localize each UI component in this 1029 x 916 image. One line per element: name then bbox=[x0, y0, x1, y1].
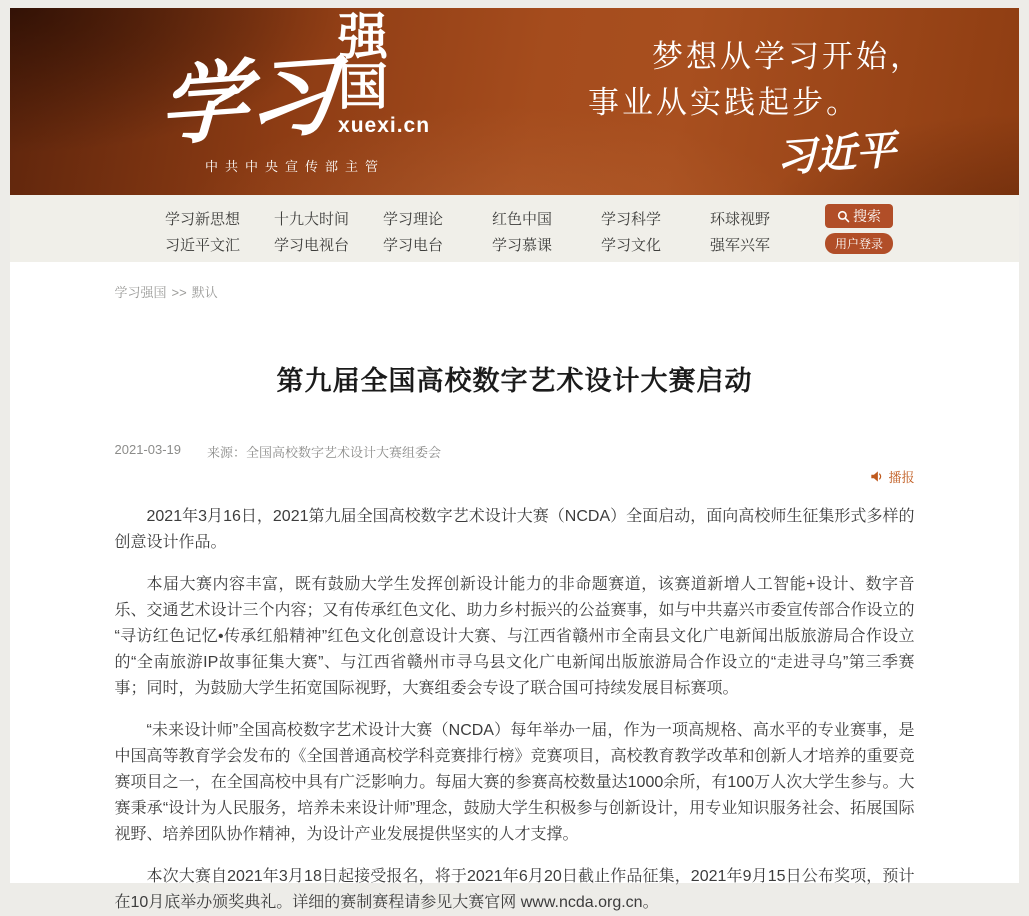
nav-item-xuexi-dianshitai[interactable]: 学习电视台 bbox=[274, 236, 350, 254]
logo-block-text: 强国 bbox=[338, 9, 391, 115]
nav-item-huanqiu-shiye[interactable]: 环球视野 bbox=[710, 210, 771, 228]
breadcrumb bbox=[115, 262, 915, 301]
header-banner bbox=[10, 8, 1019, 195]
breadcrumb-home-link[interactable]: 学习强国 bbox=[114, 285, 167, 300]
nav-item-hongse-zhongguo[interactable]: 红色中国 bbox=[492, 210, 553, 228]
nav-buttons bbox=[825, 204, 893, 254]
site-logo[interactable] bbox=[157, 9, 431, 175]
search-button-label: 搜索 bbox=[853, 208, 881, 224]
search-button[interactable] bbox=[825, 204, 893, 228]
paragraph: 本次大赛自2021年3月18日起接受报名，将于2021年6月20日截止作品征集，2021年9月15日公布奖项，预计在10月底举办颁奖典礼。详细的赛制赛程请参见大赛官网 www.ncda.org.cn。 bbox=[114, 868, 915, 911]
nav-bar bbox=[10, 195, 1019, 262]
paragraph: 本届大赛内容丰富，既有鼓励大学生发挥创新设计能力的非命题赛道，该赛道新增人工智能+设计、数字音乐、交通艺术设计三个内容；又有传承红色文化、助力乡村振兴的公益赛事，如与中共嘉兴市委宣传部合作设立的“寻访红色记忆•传承红船精神”红色文化创意设计大赛、与江西省赣州市全南县文化广电新闻出版旅游局合作设立的“全南旅游IP故事征集大赛”、与江西省赣州市寻乌县文化广电新闻出版旅游局合作设立的“走进寻乌”第三季赛事；同时，为鼓励大学生拓宽国际视野，大赛组委会专设了联合国可持续发展目标赛项。 bbox=[114, 576, 915, 697]
page bbox=[10, 8, 1019, 911]
login-button-label: 用户登录 bbox=[834, 237, 883, 251]
article-body bbox=[115, 504, 915, 916]
paragraph: “未来设计师”全国高校数字艺术设计大赛（NCDA）每年举办一届，作为一项高规格、高水平的专业赛事，是中国高等教育学会发布的《全国普通高校学科竞赛排行榜》竞赛项目，高校教育教学改革和创新人才培养的重要竞赛项目之一，在全国高校中具有广泛影响力。每届大赛的参赛高校数量达1000余所，有100万人次大学生参与。大赛秉承“设计为人民服务，培养未来设计师”理念，鼓励大学生积极参与创新设计，用专业知识服务社会、拓展国际视野、培养团队协作精神，为设计产业发展提供坚实的人才支撑。 bbox=[114, 722, 915, 843]
broadcast-label: 播报 bbox=[888, 470, 915, 485]
broadcast-row bbox=[115, 467, 915, 488]
breadcrumb-separator: >> bbox=[171, 285, 187, 300]
nav-item-xuexi-wenhua[interactable]: 学习文化 bbox=[601, 236, 662, 254]
nav-item-xijinping-wenhui[interactable]: 习近平文汇 bbox=[165, 236, 241, 254]
nav-item-xuexi-kexue[interactable]: 学习科学 bbox=[601, 210, 662, 228]
article-title: 第九届全国高校数字艺术设计大赛启动 bbox=[276, 366, 753, 396]
breadcrumb-current-link[interactable]: 默认 bbox=[191, 285, 218, 300]
nav-item-xuexi-diantai[interactable]: 学习电台 bbox=[383, 236, 444, 254]
article-date: 2021-03-19 bbox=[114, 442, 181, 457]
nav-item-shijiuda-shijian[interactable]: 十九大时间 bbox=[274, 210, 350, 228]
broadcast-button[interactable] bbox=[870, 467, 914, 486]
logo-domain-text: xuexi.cn bbox=[338, 114, 431, 137]
nav-item-xuexi-lilun[interactable]: 学习理论 bbox=[383, 210, 444, 228]
signature-calligraphy: 习近平 bbox=[774, 126, 898, 182]
main-content bbox=[115, 262, 915, 916]
article-source: 来源：全国高校数字艺术设计大赛组委会 bbox=[207, 445, 442, 460]
speaker-icon bbox=[870, 470, 884, 483]
paragraph: 2021年3月16日，2021第九届全国高校数字艺术设计大赛（NCDA）全面启动，面向高校师生征集形式多样的创意设计作品。 bbox=[114, 508, 915, 551]
nav-item-xuexi-muke[interactable]: 学习慕课 bbox=[492, 236, 553, 254]
header-slogan bbox=[588, 34, 924, 185]
user-login-button[interactable] bbox=[825, 233, 893, 254]
logo-tagline: 中共中央宣传部主管 bbox=[204, 159, 385, 174]
logo-calligraphy-text: 学习 bbox=[157, 41, 339, 158]
nav-item-xuexi-xinsixiang[interactable]: 学习新思想 bbox=[165, 210, 241, 228]
slogan-line-1: 梦想从学习开始， bbox=[652, 39, 924, 75]
search-icon bbox=[837, 210, 850, 223]
nav-item-qiangjun-xingjun[interactable]: 强军兴军 bbox=[710, 236, 771, 254]
article-meta bbox=[115, 442, 915, 461]
slogan-line-2: 事业从实践起步。 bbox=[588, 85, 860, 121]
